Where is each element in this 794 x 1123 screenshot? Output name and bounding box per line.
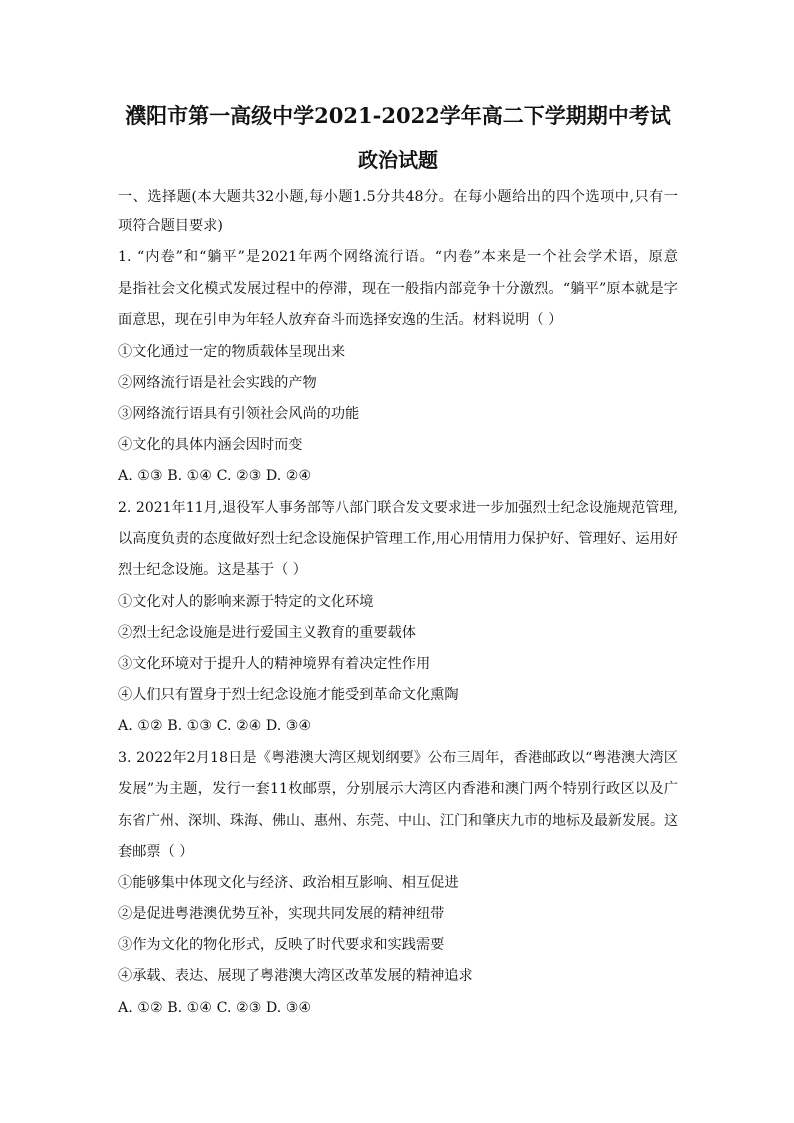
q2-stem-line-1: 2. 2021年11月,退役军人事务部等八部门联合发文要求进一步加强烈士纪念设施规范管理, <box>118 500 678 516</box>
q1-option-4: ④文化的具体内涵会因时而变 <box>118 437 303 453</box>
q2-stem-line-3: 烈士纪念设施。这是基于（ ） <box>118 562 307 578</box>
q3-option-4: ④承载、表达、展现了粤港澳大湾区改革发展的精神追求 <box>118 968 473 984</box>
section-instructions-line-1: 一、选择题(本大题共32小题,每小题1.5分共48分。在每小题给出的四个选项中,只有一 <box>118 189 678 205</box>
q2-option-2: ②烈士纪念设施是进行爱国主义教育的重要载体 <box>118 625 416 641</box>
q1-stem-line-2: 是指社会文化模式发展过程中的停滞，现在一般指内部竞争十分激烈。“躺平”原本就是字 <box>118 281 678 297</box>
exam-subtitle: 政治试题 <box>358 148 438 172</box>
q1-stem-line-1: 1. “内卷”和“躺平”是2021年两个网络流行语。“内卷”本来是一个社会学术语，原意 <box>118 249 678 265</box>
section-instructions-line-2: 项符合题目要求) <box>118 218 223 234</box>
q3-stem-line-3: 东省广州、深圳、珠海、佛山、惠州、东莞、中山、江门和肇庆九市的地标及最新发展。这 <box>118 813 678 829</box>
q2-option-4: ④人们只有置身于烈士纪念设施才能受到革命文化熏陶 <box>118 687 459 703</box>
q1-option-3: ③网络流行语具有引领社会风尚的功能 <box>118 406 360 422</box>
q2-option-3: ③文化环境对于提升人的精神境界有着决定性作用 <box>118 656 431 672</box>
q3-answer-choices: A. ①② B. ①④ C. ②③ D. ③④ <box>118 1000 312 1016</box>
q3-stem-line-1: 3. 2022年2月18日是《粤港澳大湾区规划纲要》公布三周年，香港邮政以“粤港澳大湾区 <box>118 750 678 766</box>
q3-option-3: ③作为文化的物化形式，反映了时代要求和实践需要 <box>118 937 445 953</box>
q1-option-2: ②网络流行语是社会实践的产物 <box>118 375 317 391</box>
q2-stem-line-2: 以高度负责的态度做好烈士纪念设施保护管理工作,用心用情用力保护好、管理好、运用好 <box>118 531 678 547</box>
q3-stem-line-2: 发展”为主题，发行一套11枚邮票，分别展示大湾区内香港和澳门两个特别行政区以及广 <box>118 781 678 797</box>
exam-title: 濮阳市第一高级中学2021-2022学年高二下学期期中考试 <box>125 103 671 128</box>
q1-stem-line-3: 面意思，现在引申为年轻人放弃奋斗而选择安逸的生活。材料说明（ ） <box>118 312 563 328</box>
q2-answer-choices: A. ①② B. ①③ C. ②④ D. ③④ <box>118 718 312 734</box>
q2-option-1: ①文化对人的影响来源于特定的文化环境 <box>118 594 374 610</box>
q1-option-1: ①文化通过一定的物质载体呈现出来 <box>118 344 346 360</box>
q1-answer-choices: A. ①③ B. ①④ C. ②③ D. ②④ <box>118 468 312 484</box>
q3-option-2: ②是促进粤港澳优势互补，实现共同发展的精神纽带 <box>118 906 445 922</box>
q3-stem-line-4: 套邮票（ ） <box>118 844 194 860</box>
q3-option-1: ①能够集中体现文化与经济、政治相互影响、相互促进 <box>118 875 459 891</box>
